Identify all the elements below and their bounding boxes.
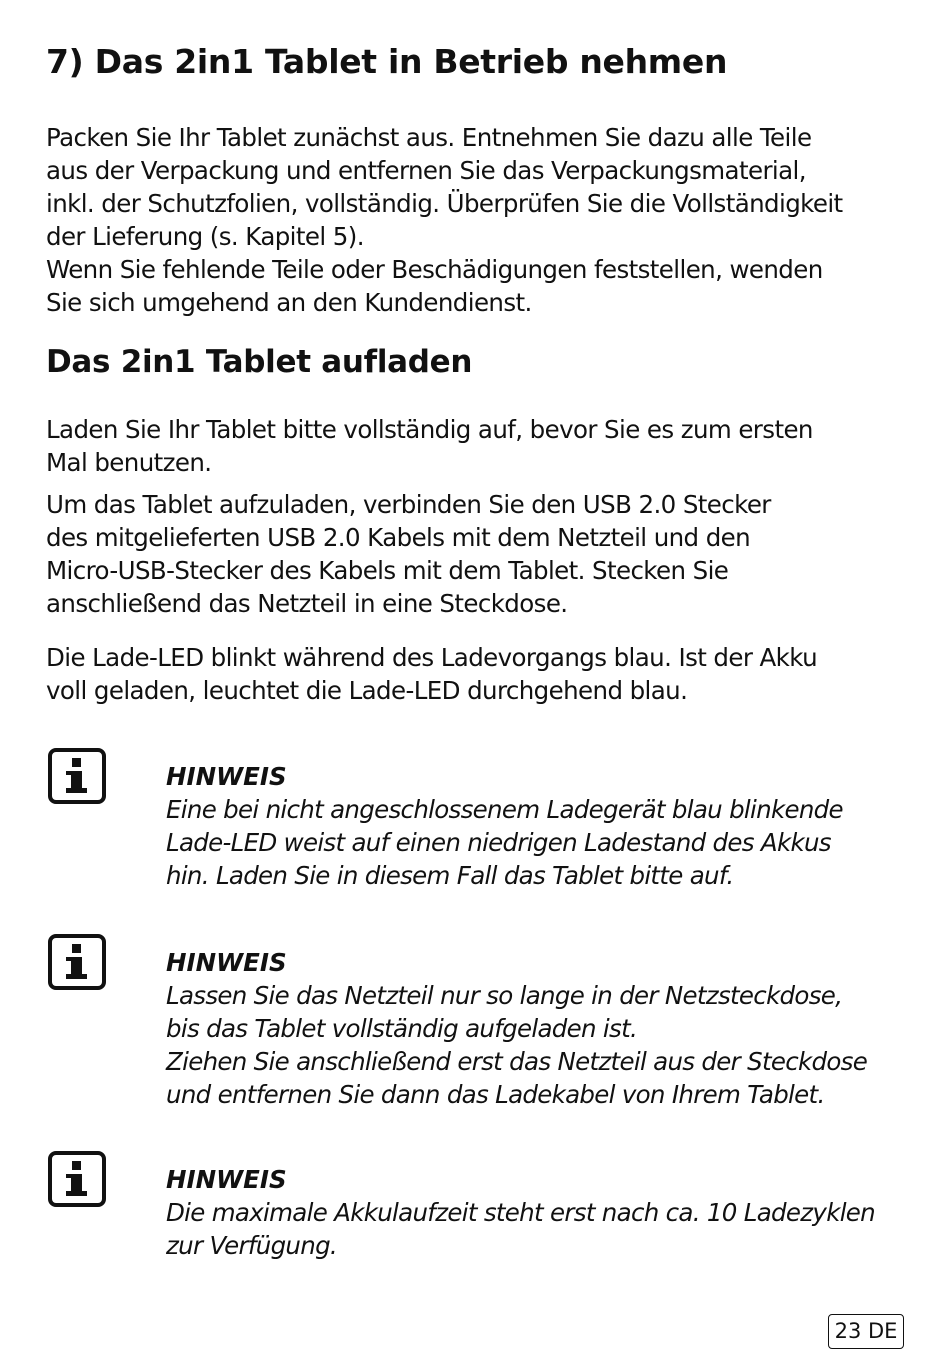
note-line: zur Verfügung. bbox=[166, 1231, 338, 1260]
paragraph-line: Micro-USB-Stecker des Kabels mit dem Tablet. Stecken Sie bbox=[46, 556, 729, 585]
page-number: 23 DE bbox=[828, 1314, 904, 1349]
section-heading: 7) Das 2in1 Tablet in Betrieb nehmen bbox=[46, 42, 728, 81]
paragraph-line: Die Lade-LED blinkt während des Ladevorgangs blau. Ist der Akku bbox=[46, 643, 818, 672]
intro-line: Sie sich umgehend an den Kundendienst. bbox=[46, 288, 532, 317]
intro-line: aus der Verpackung und entfernen Sie das Verpackungsmaterial, bbox=[46, 156, 806, 185]
intro-line: der Lieferung (s. Kapitel 5). bbox=[46, 222, 364, 251]
note-title: HINWEIS bbox=[166, 1165, 287, 1194]
note-line: Die maximale Akkulaufzeit steht erst nach ca. 10 Ladezyklen bbox=[166, 1198, 876, 1227]
note-content bbox=[166, 946, 916, 1111]
info-icon bbox=[48, 934, 106, 990]
paragraph-line: voll geladen, leuchtet die Lade-LED durchgehend blau. bbox=[46, 676, 688, 705]
intro-paragraph bbox=[46, 121, 911, 319]
paragraph-line: Mal benutzen. bbox=[46, 448, 212, 477]
intro-line: Wenn Sie fehlende Teile oder Beschädigungen feststellen, wenden bbox=[46, 255, 823, 284]
paragraph-line: Um das Tablet aufzuladen, verbinden Sie den USB 2.0 Stecker bbox=[46, 490, 771, 519]
charging-paragraph-3 bbox=[46, 641, 911, 707]
note-line: Ziehen Sie anschließend erst das Netzteil aus der Steckdose bbox=[166, 1047, 868, 1076]
note-content bbox=[166, 1163, 916, 1262]
note-line: Lade-LED weist auf einen niedrigen Ladestand des Akkus bbox=[166, 828, 831, 857]
note-title: HINWEIS bbox=[166, 948, 287, 977]
intro-line: Packen Sie Ihr Tablet zunächst aus. Entnehmen Sie dazu alle Teile bbox=[46, 123, 812, 152]
note-line: bis das Tablet vollständig aufgeladen ist. bbox=[166, 1014, 638, 1043]
note-line: Lassen Sie das Netzteil nur so lange in der Netzsteckdose, bbox=[166, 981, 843, 1010]
info-icon bbox=[48, 1151, 106, 1207]
note-line: hin. Laden Sie in diesem Fall das Tablet bitte auf. bbox=[166, 861, 734, 890]
intro-line: inkl. der Schutzfolien, vollständig. Überprüfen Sie die Vollständigkeit bbox=[46, 189, 843, 218]
charging-paragraph-2 bbox=[46, 488, 911, 620]
note-content bbox=[166, 760, 916, 892]
subsection-heading: Das 2in1 Tablet aufladen bbox=[46, 344, 473, 380]
note-line: Eine bei nicht angeschlossenem Ladegerät blau blinkende bbox=[166, 795, 843, 824]
info-icon bbox=[48, 748, 106, 804]
charging-paragraph-1 bbox=[46, 413, 911, 479]
note-title: HINWEIS bbox=[166, 762, 287, 791]
paragraph-line: anschließend das Netzteil in eine Steckdose. bbox=[46, 589, 568, 618]
paragraph-line: Laden Sie Ihr Tablet bitte vollständig auf, bevor Sie es zum ersten bbox=[46, 415, 813, 444]
note-line: und entfernen Sie dann das Ladekabel von Ihrem Tablet. bbox=[166, 1080, 825, 1109]
paragraph-line: des mitgelieferten USB 2.0 Kabels mit dem Netzteil und den bbox=[46, 523, 751, 552]
